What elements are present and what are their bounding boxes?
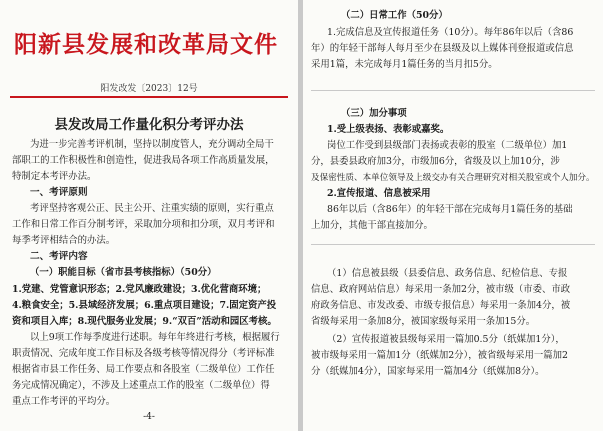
page-break-divider	[311, 90, 595, 91]
sub2-heading: （二）日常工作（50分）	[341, 10, 448, 21]
sub1-heading: （一）职能目标（省市县考核指标）（50分）	[30, 267, 217, 278]
sub2-line: 年）的年轻干部每人每月至少在县级及以上媒体刊登报道或信息	[311, 43, 574, 54]
red-header-rule	[10, 96, 288, 98]
item1-heading: 1.受上级表扬、表彰或嘉奖。	[327, 124, 450, 135]
sub1-line: 务完成情况确定），不涉及上述重点工作的股室（二级单位）得	[12, 380, 270, 391]
subitem2-line: （2）宣传报道被县级每采用一篇加0.5分（纸媒加1分），	[327, 334, 565, 345]
page-number: -4-	[143, 412, 155, 422]
document-header-title: 阳新县发展和改革局文件	[14, 31, 278, 58]
subitem1-line: 府政务信息、市发改委、市级专报信息）每采用一条加4分，被	[311, 300, 571, 311]
section1-line: 工作和日常工作百分制考评，采取加分项和扣分项，双月考评和	[12, 219, 275, 230]
intro-line: 为进一步完善考评机制，坚持以制度管人，充分调动全局干	[30, 139, 274, 150]
bold-item-line: 资和项目入库；8.现代服务业发展；9.“双百”活动和园区考核。	[12, 316, 277, 327]
section1-line: 考评坚持客观公正、民主公开、注重实绩的原则，实行重点	[30, 203, 274, 214]
sub3-heading: （三）加分事项	[341, 108, 407, 119]
document-number: 阳发改发〔2023〕12号	[100, 84, 198, 94]
page-break-divider	[311, 244, 595, 245]
bold-item-line: 1.党建、党管意识形态；2.党风廉政建设；3.优化营商环境；	[12, 284, 267, 295]
item2-line: 上加分，其他干部直接加分。	[311, 220, 433, 231]
sub1-line: 根据省市县工作任务、局工作要点和各股室（二级单位）工作任	[12, 364, 275, 375]
subitem2-line: 分（纸媒加4分），国家每采用一篇加4分（纸媒加8分）。	[311, 366, 545, 377]
intro-line: 特制定本考评办法。	[12, 171, 97, 182]
sub2-line: 1.完成信息及宣传报道任务（10分）。每年86年以后（含86	[327, 27, 574, 38]
item2-heading: 2.宣传报道、信息被采用	[327, 188, 431, 199]
item1-line: 分，县委县政府加3分，市级加6分，省级及以上加10分，涉	[311, 156, 560, 167]
subitem1-line: 省级每采用一条加8分，被国家级每采用一条加15分。	[311, 316, 536, 327]
item1-line: 及保密性质、本单位领导及上级交办有关合理研究对相关股室或个人加分。	[311, 173, 595, 183]
item1-line: 岗位工作受到县级部门表扬或表彰的股室（二级单位）加1	[327, 140, 568, 151]
section1-heading: 一、考评原则	[30, 187, 88, 198]
section1-line: 每季考评相结合的办法。	[12, 235, 116, 246]
subitem1-line: 信息、政府网站信息）每采用一条加2分，被市级（市委、市政	[311, 284, 571, 295]
sub1-line: 以上9项工作每季度进行述职。每年年终进行考核，根据履行	[30, 332, 280, 343]
sub2-line: 采用1篇，未完成每月1篇任务的当月扣5分。	[311, 59, 498, 70]
intro-line: 部职工的工作积极性和创造性，促进我局各项工作高质量发展，	[12, 155, 275, 166]
main-title: 县发改局工作量化积分考评办法	[54, 117, 244, 133]
left-document-page	[0, 0, 298, 431]
sub1-line: 职责情况、完成年度工作目标及各级考核等情况得分（考评标准	[12, 348, 275, 359]
subitem2-line: 被市级每采用一篇加1分（纸媒加2分），被省级每采用一篇加2	[311, 350, 568, 361]
item2-line: 86年以后（含86年）的年轻干部在完成每月1篇任务的基础	[327, 204, 573, 215]
bold-item-line: 4.粮食安全；5.县域经济发展；6.重点项目建设；7.固定资产投	[12, 300, 277, 311]
sub1-line: 重点工作考评的平均分。	[12, 396, 116, 407]
subitem1-line: （1）信息被县级（县委信息、政务信息、纪检信息、专报	[327, 268, 568, 279]
right-document-page	[303, 0, 603, 431]
section2-heading: 二、考评内容	[30, 251, 88, 262]
